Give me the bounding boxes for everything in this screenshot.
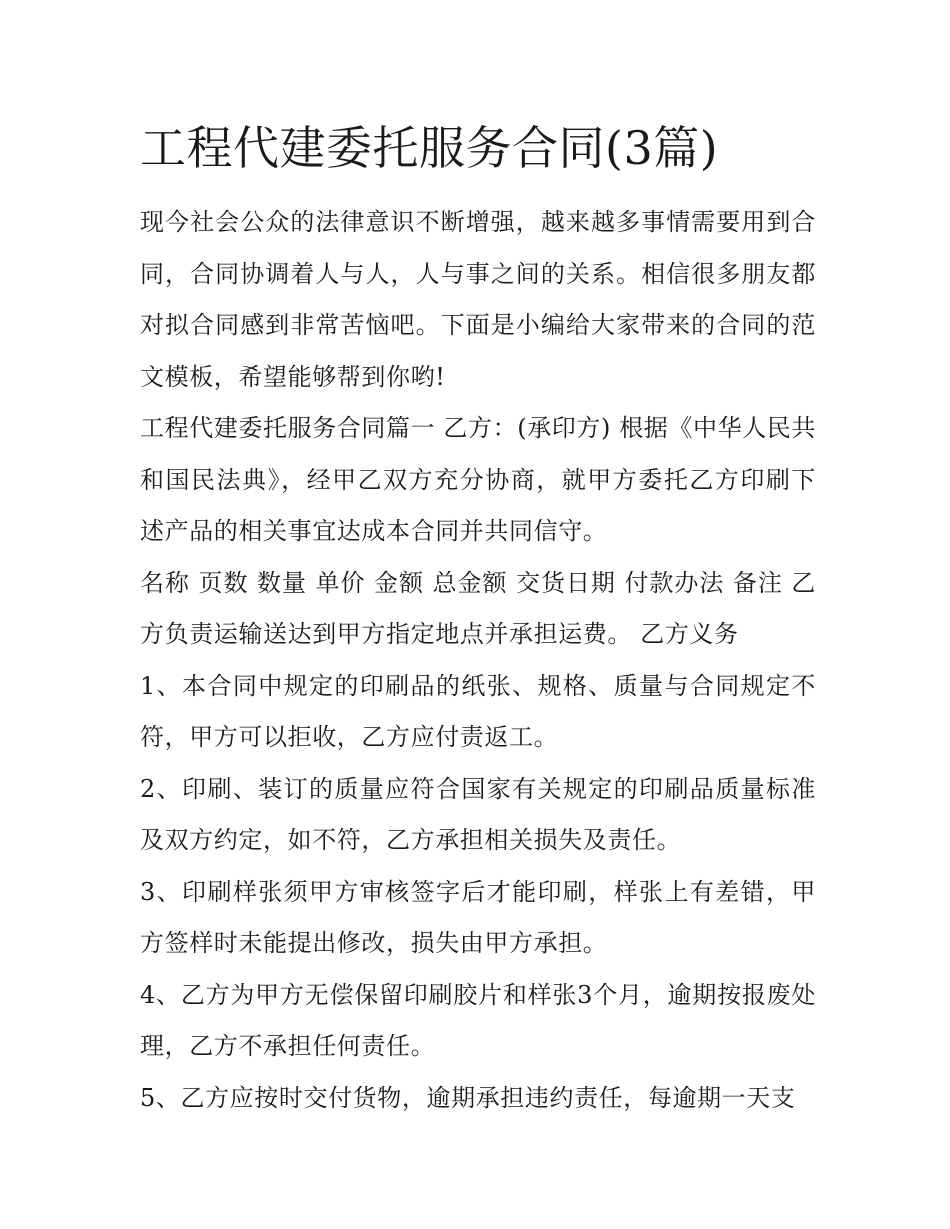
contract-preamble-paragraph: 工程代建委托服务合同篇一 乙方：(承印方) 根据《中华人民共和国民法典》，经甲乙双方充分协商，就甲方委托乙方印刷下述产品的相关事宜达成本合同并共同信守。 xyxy=(140,414,816,545)
clause-5-paragraph: 5、乙方应按时交付货物，逾期承担违约责任，每逾期一天支 xyxy=(140,1083,796,1112)
clause-3-paragraph: 3、印刷样张须甲方审核签字后才能印刷，样张上有差错，甲方签样时未能提出修改，损失由甲方承担。 xyxy=(140,877,816,957)
clause-2-paragraph: 2、印刷、装订的质量应符合国家有关规定的印刷品质量标准及双方约定，如不符，乙方承担相关损失及责任。 xyxy=(140,774,816,854)
document-title: 工程代建委托服务合同(3篇) xyxy=(140,121,719,175)
clause-4-paragraph: 4、乙方为甲方无偿保留印刷胶片和样张3个月，逾期按报废处理，乙方不承担任何责任。 xyxy=(140,980,816,1060)
clause-1-paragraph: 1、本合同中规定的印刷品的纸张、规格、质量与合同规定不符，甲方可以拒收，乙方应付责返工。 xyxy=(140,671,816,751)
document-body xyxy=(140,197,816,1124)
intro-paragraph: 现今社会公众的法律意识不断增强，越来越多事情需要用到合同，合同协调着人与人，人与事之间的关系。相信很多朋友都对拟合同感到非常苦恼吧。下面是小编给大家带来的合同的范文模板，希望能够帮到你哟! xyxy=(140,208,816,391)
item-fields-paragraph: 名称 页数 数量 单价 金额 总金额 交货日期 付款办法 备注 乙方负责运输送达到甲方指定地点并承担运费。 乙方义务 xyxy=(140,568,816,648)
